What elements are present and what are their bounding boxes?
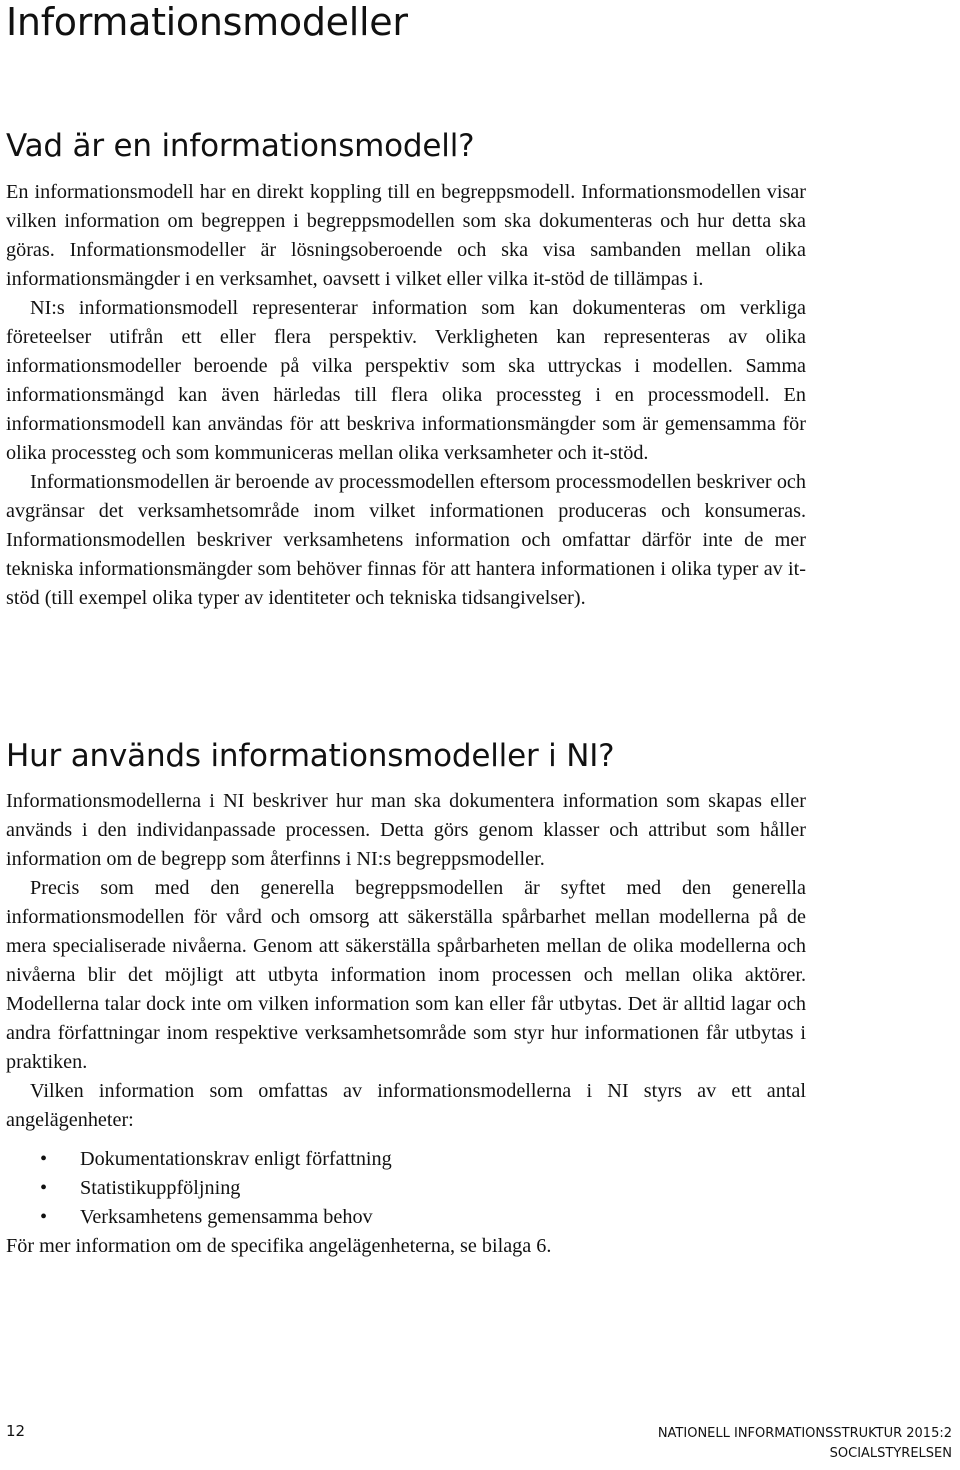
section-heading-what-is: Vad är en informationsmodell? (6, 128, 475, 164)
paragraph: Precis som med den generella begreppsmodellen är syftet med den generella informationsmodellen för vård och omsorg att säkerställa spårbarhet mellan modellerna på de mera specialiserade nivåerna. Genom att säkerställa spårbarheten mellan de olika modellerna och nivåerna blir det möjligt att utbyta information inom processen och mellan olika aktörer. Modellerna talar dock inte om vilken information som kan eller får utbytas. Det är alltid lagar och andra författningar inom respektive verksamhetsområde som styr hur informationen får utbytas i praktiken. (6, 877, 806, 1073)
section-body-how-used (6, 787, 806, 1261)
list-item: • Statistikuppföljning (6, 1174, 806, 1203)
list-item: • Verksamhetens gemensamma behov (6, 1203, 806, 1232)
bullet-icon: • (40, 1148, 48, 1170)
bullet-list (6, 1145, 806, 1232)
closing-paragraph: För mer information om de specifika angelägenheterna, se bilaga 6. (6, 1235, 552, 1257)
page-title: Informationsmodeller (6, 0, 408, 44)
page-number: 12 (6, 1422, 26, 1440)
paragraph: NI:s informationsmodell representerar information som kan dokumenteras om verkliga företeelser utifrån ett eller flera perspektiv. Verkligheten kan representeras av olika informationsmodeller beroende på vilka perspektiv som ska uttryckas i modellen. Samma informationsmängd kan även härledas till flera olika processteg i en processmodell. En informationsmodell kan användas för att beskriva informationsmängder som är gemensamma för olika processteg och som kommuniceras mellan olika verksamheter och it-stöd. (6, 297, 806, 464)
publication-title: NATIONELL INFORMATIONSSTRUKTUR 2015:2 (657, 1426, 952, 1441)
footer-publication (658, 1424, 952, 1464)
paragraph: Informationsmodellerna i NI beskriver hur man ska dokumentera information som skapas eller används i den individanpassade processen. Detta görs genom klasser och attribut som håller information om de begrepp som återfinns i NI:s begreppsmodeller. (6, 790, 806, 870)
bullet-icon: • (40, 1177, 48, 1199)
paragraph: Informationsmodellen är beroende av processmodellen eftersom processmodellen beskriver och avgränsar det verksamhetsområde inom vilket informationen produceras och konsumeras. Informationsmodellen beskriver verksamhetens information och omfattar därför inte de mer tekniska informationsmängder som behöver finnas för att hantera informationen i olika typer av it-stöd (till exempel olika typer av identiteter och tekniska tidsangivelser). (6, 471, 806, 609)
section-heading-how-used: Hur används informationsmodeller i NI? (6, 738, 615, 774)
paragraph: En informationsmodell har en direkt koppling till en begreppsmodell. Informationsmodellen visar vilken information om begreppen i begreppsmodellen som ska dokumenteras och hur detta ska göras. Informationsmodeller är lösningsoberoende och ska visa sambanden mellan olika informationsmängder i en verksamhet, oavsett i vilket eller vilka it-stöd de tillämpas i. (6, 181, 806, 290)
bullet-icon: • (40, 1206, 48, 1228)
list-item: • Dokumentationskrav enligt författning (6, 1145, 806, 1174)
section-body-what-is (6, 178, 806, 613)
publisher-name: SOCIALSTYRELSEN (829, 1446, 952, 1461)
paragraph: Vilken information som omfattas av informationsmodellerna i NI styrs av ett antal angelägenheter: (6, 1080, 806, 1131)
